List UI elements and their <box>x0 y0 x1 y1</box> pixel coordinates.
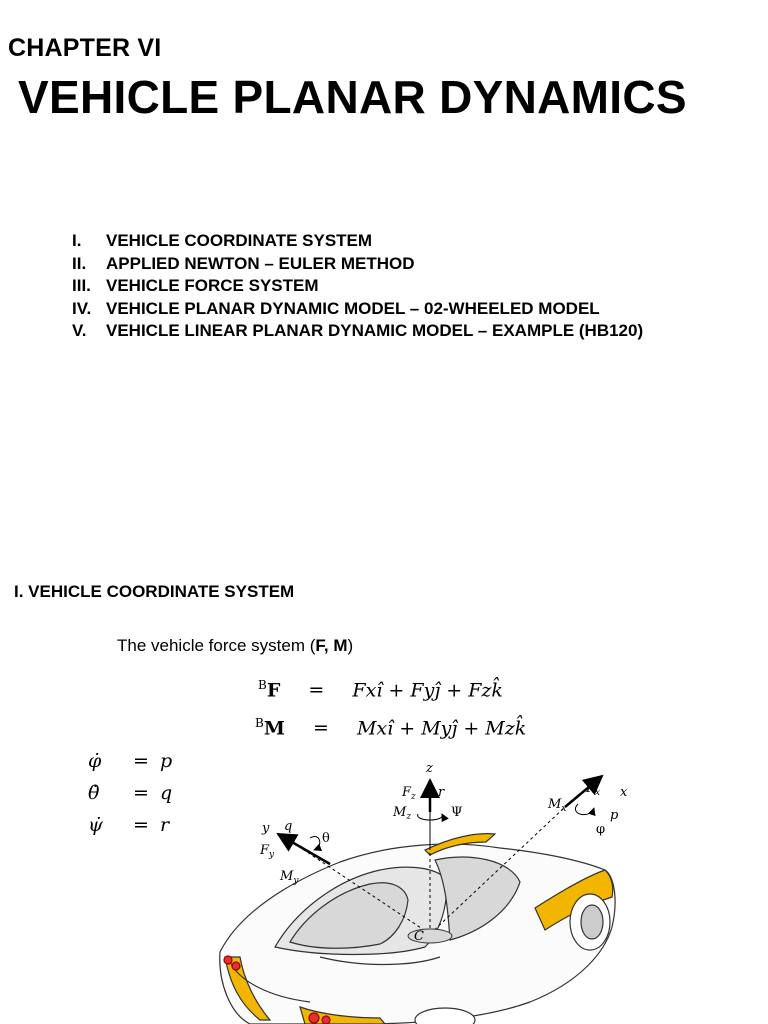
equals-sign: = <box>133 782 149 804</box>
intro-text <box>117 636 353 656</box>
frame-superscript: B <box>258 678 267 692</box>
mz-label: $M_z$ <box>393 805 412 822</box>
rate-rhs: p <box>160 750 173 772</box>
rate-lhs: φ̇ <box>88 750 102 772</box>
fz-label: $F_z$ <box>402 785 416 802</box>
toc-text: APPLIED NEWTON – EULER METHOD <box>106 253 415 273</box>
theta-rotation-icon <box>310 837 320 850</box>
toc-text: VEHICLE COORDINATE SYSTEM <box>106 231 373 250</box>
r-label: r <box>438 785 445 800</box>
phi-label: φ <box>596 822 606 837</box>
chapter-label: CHAPTER VI <box>8 34 162 62</box>
toc-number: II. <box>72 253 87 273</box>
force-equation <box>258 678 503 701</box>
rate-equation <box>88 750 172 772</box>
rate-rhs: q <box>160 782 173 804</box>
moment-equation <box>255 716 526 739</box>
psi-label: Ψ <box>451 805 463 820</box>
toc-item <box>72 275 643 298</box>
theta-label: θ <box>322 831 330 846</box>
vehicle-coordinate-diagram <box>210 752 660 1024</box>
toc-item <box>72 298 643 321</box>
toc-number: III. <box>72 276 91 295</box>
rate-equation <box>88 782 172 804</box>
toc-item <box>72 230 643 253</box>
moment-components: Mxî + Myĵ + Mzk̂ <box>356 717 527 740</box>
intro-bold: F, M <box>315 636 348 655</box>
p-label: p <box>610 808 619 823</box>
moment-symbol: M <box>263 717 285 740</box>
fy-label: $F_y$ <box>260 843 275 860</box>
intro-prefix: The vehicle force system ( <box>117 636 316 655</box>
equals-sign: = <box>312 717 329 740</box>
rate-rhs: r <box>160 814 170 836</box>
section-heading: I. VEHICLE COORDINATE SYSTEM <box>14 582 295 601</box>
toc-text: VEHICLE LINEAR PLANAR DYNAMIC MODEL – EXAMPLE (HB120) <box>106 321 644 340</box>
toc-item <box>72 253 643 276</box>
equals-sign: = <box>133 750 149 772</box>
toc-number: IV. <box>72 298 92 318</box>
rate-lhs: ψ̇ <box>88 814 103 836</box>
mx-label: $M_x$ <box>548 797 567 814</box>
toc-number: I. <box>72 231 82 250</box>
table-of-contents <box>72 230 643 343</box>
rate-equation <box>88 814 169 836</box>
toc-text: VEHICLE FORCE SYSTEM <box>106 276 319 295</box>
q-label: q <box>284 819 293 834</box>
equals-sign: = <box>133 814 149 836</box>
equals-sign: = <box>308 679 325 702</box>
fx-label: $F_x$ <box>586 781 601 798</box>
z-label: z <box>426 761 433 776</box>
toc-item <box>72 320 643 343</box>
y-label: y <box>262 821 270 836</box>
force-components: Fxî + Fyĵ + Fzk̂ <box>352 679 503 702</box>
force-symbol: F <box>266 679 281 702</box>
c-origin-label: C <box>414 929 424 944</box>
toc-number: V. <box>72 321 87 340</box>
toc-text: VEHICLE PLANAR DYNAMIC MODEL – 02-WHEELED MODEL <box>106 298 600 318</box>
page-title: VEHICLE PLANAR DYNAMICS <box>18 71 687 123</box>
phi-rotation-icon <box>575 804 594 815</box>
my-label: $M_y$ <box>280 869 299 886</box>
rate-lhs: θ̇ <box>88 782 100 804</box>
x-label: x <box>620 785 628 800</box>
frame-superscript: B <box>255 716 264 730</box>
intro-suffix: ) <box>347 636 354 655</box>
